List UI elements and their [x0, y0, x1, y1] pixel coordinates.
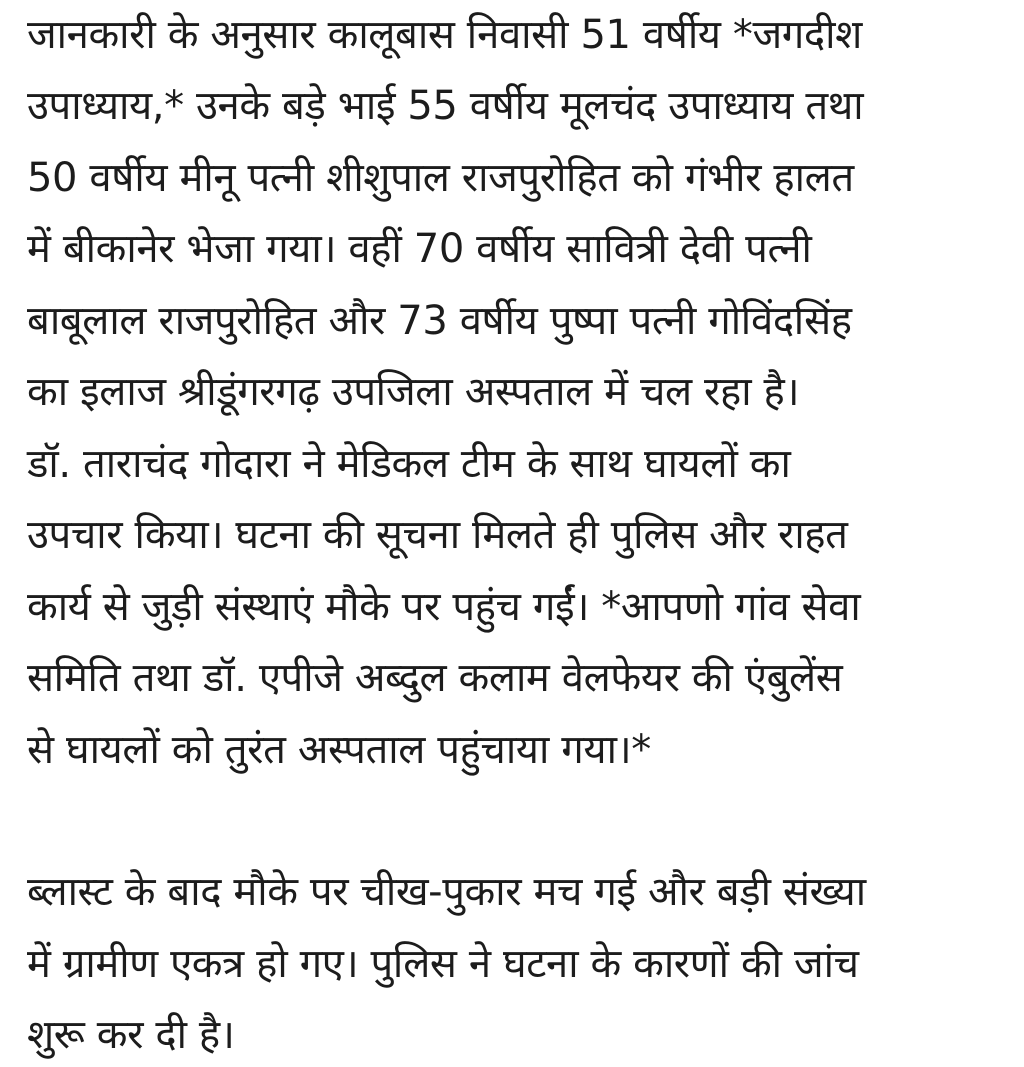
text-line: डॉ. ताराचंद गोदारा ने मेडिकल टीम के साथ घायलों का: [27, 441, 791, 487]
text-line: में ग्रामीण एकत्र हो गए। पुलिस ने घटना के कारणों की जांच: [27, 941, 859, 987]
text-line: शुरू कर दी है।: [27, 1012, 235, 1058]
text-line: बाबूलाल राजपुरोहित और 73 वर्षीय पुष्पा पत्नी गोविंदसिंह: [27, 298, 852, 344]
text-line: समिति तथा डॉ. एपीजे अब्दुल कलाम वेलफेयर की एंबुलेंस: [27, 655, 843, 701]
text-line: उपाध्याय,* उनके बड़े भाई 55 वर्षीय मूलचंद उपाध्याय तथा: [27, 83, 864, 129]
text-line: से घायलों को तुरंत अस्पताल पहुंचाया गया।*: [27, 727, 651, 773]
text-line: जानकारी के अनुसार कालूबास निवासी 51 वर्षीय *जगदीश: [27, 12, 862, 58]
text-line: कार्य से जुड़ी संस्थाएं मौके पर पहुंच गईं। *आपणो गांव सेवा: [27, 584, 861, 630]
text-line: 50 वर्षीय मीनू पत्नी शीशुपाल राजपुरोहित को गंभीर हालत: [27, 155, 854, 201]
text-line: ब्लास्ट के बाद मौके पर चीख-पुकार मच गई और बड़ी संख्या: [27, 869, 866, 915]
text-line: का इलाज श्रीडूंगरगढ़ उपजिला अस्पताल में चल रहा है।: [27, 369, 800, 415]
text-line: उपचार किया। घटना की सूचना मिलते ही पुलिस और राहत: [27, 512, 848, 558]
text-line: में बीकानेर भेजा गया। वहीं 70 वर्षीय सावित्री देवी पत्नी: [27, 226, 812, 272]
